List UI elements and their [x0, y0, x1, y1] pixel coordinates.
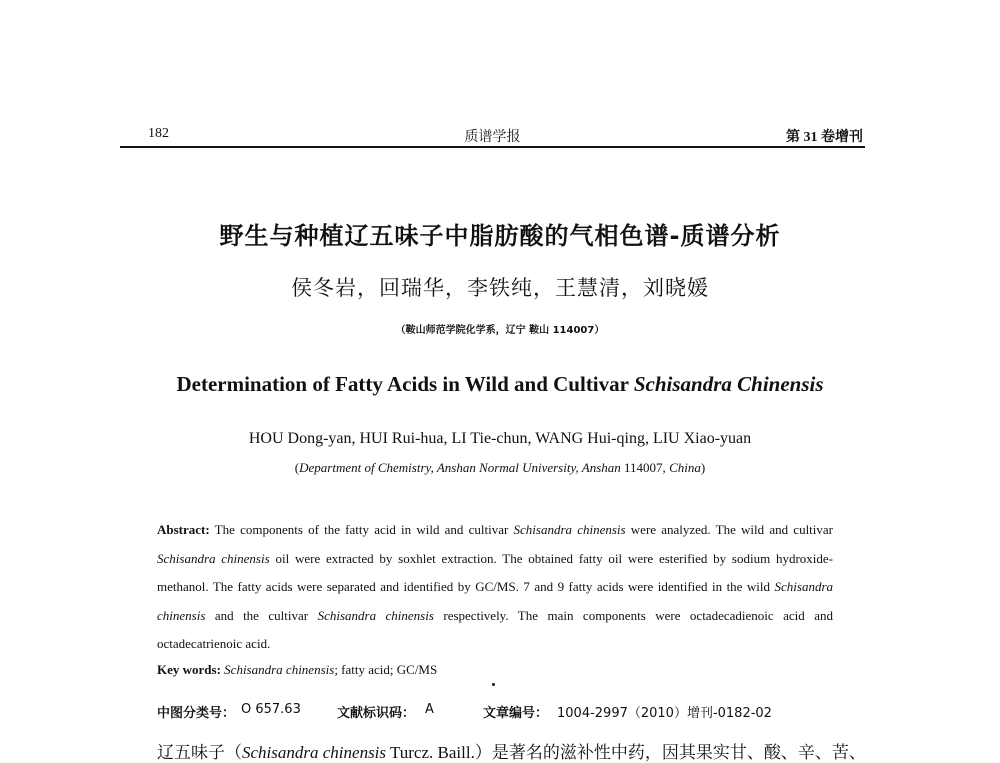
article-id-label: 文章编号：: [483, 706, 549, 721]
keywords-label: Key words:: [157, 662, 221, 677]
clc-label: 中图分类号：: [157, 706, 236, 721]
doc-code-label: 文献标识码：: [337, 706, 416, 721]
keyword-species: Schisandra chinensis: [224, 662, 335, 677]
chinese-authors: 侯冬岩，回瑞华，李铁纯，王慧清，刘晓媛: [291, 276, 709, 300]
affil-open: (: [294, 460, 300, 475]
english-title: [0, 372, 1000, 397]
affil-close: ): [700, 460, 706, 475]
species-name: Schisandra chinensis: [157, 550, 270, 566]
journal-name: 质谱学报: [464, 130, 521, 145]
species-name: Schisandra chinensis: [513, 522, 626, 537]
keywords: [157, 662, 437, 678]
abstract-text: were analyzed. The wild and cultivar: [625, 522, 834, 537]
doc-code-value: A: [425, 702, 434, 717]
english-title-species: Schisandra Chinensis: [633, 372, 824, 396]
chinese-affiliation: （鞍山师范学院化学系，辽宁 鞍山 114007）: [395, 325, 605, 336]
abstract-label: Abstract:: [157, 522, 210, 537]
page-number: 182: [148, 126, 169, 141]
affil-dept: Department of Chemistry, Anshan Normal University, Anshan: [299, 460, 621, 475]
english-authors: HOU Dong-yan, HUI Rui-hua, LI Tie-chun, WANG Hui-qing, LIU Xiao-yuan: [248, 430, 752, 447]
abstract-text: respectively. The main components were octadecadienoic acid and octadecatrienoic acid.: [157, 607, 833, 651]
article-id-value: 1004-2997（2010）增刊-0182-02: [557, 706, 772, 721]
abstract-text: and the cultivar: [205, 607, 318, 623]
body-author: Turcz. Baill.: [386, 743, 475, 762]
body-first-line: [157, 738, 866, 763]
body-start: 辽五味子（: [157, 743, 242, 763]
english-title-main: Determination of Fatty Acids in Wild and Cultivar: [176, 372, 634, 396]
abstract: [157, 516, 833, 659]
body-rest: ）是著名的滋补性中药，因其果实甘、酸、辛、苦、: [474, 743, 866, 763]
body-species: Schisandra chinensis: [242, 743, 387, 762]
stray-dot: [492, 683, 495, 686]
running-header: [120, 124, 865, 146]
clc-value: O 657.63: [241, 702, 301, 717]
abstract-text: The components of the fatty acid in wild and cultivar: [209, 522, 514, 537]
species-name: Schisandra chinensis: [317, 607, 434, 623]
chinese-title: 野生与种植辽五味子中脂肪酸的气相色谱-质谱分析: [219, 222, 781, 250]
species-name: Schisandra chinensis: [157, 579, 833, 623]
header-rule: [120, 146, 865, 148]
volume-info: 第 31 卷增刊: [786, 130, 863, 145]
affil-country: China: [669, 460, 701, 475]
english-affiliation: [0, 460, 1000, 476]
keywords-rest: ; fatty acid; GC/MS: [334, 662, 438, 677]
abstract-text: oil were extracted by soxhlet extraction. The obtained fatty oil were esterified by sodium hydroxide-methanol. The fatty acids were separated and identified by GC/MS. 7 and 9 fatty acids were identified in the wild: [157, 550, 833, 594]
affil-zip: 114007,: [620, 460, 670, 475]
